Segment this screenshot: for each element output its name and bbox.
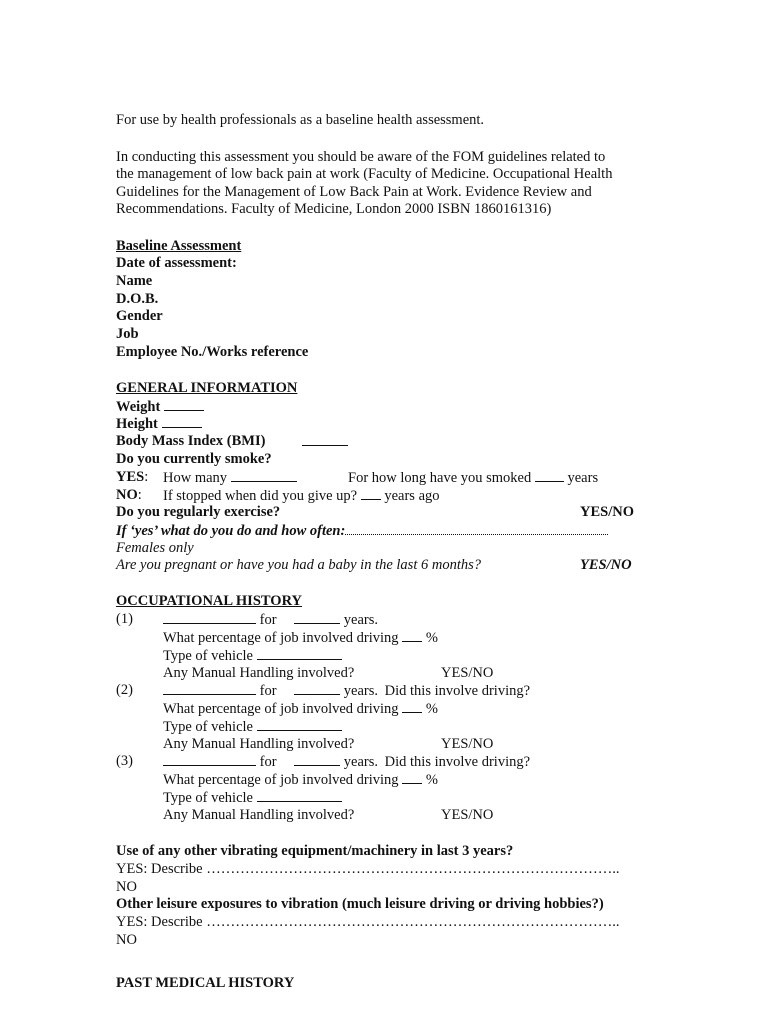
pregnant-question: Are you pregnant or have you had a baby in the last 6 months? — [116, 557, 481, 573]
general-heading: GENERAL INFORMATION — [116, 380, 298, 396]
height-blank[interactable] — [162, 414, 202, 428]
vehicle-label: Type of vehicle — [163, 719, 253, 735]
occ-manual-yes-no[interactable]: YES/NO — [441, 665, 494, 681]
vehicle-blank[interactable] — [257, 646, 342, 660]
height-row — [116, 414, 202, 433]
pct-blank[interactable] — [402, 770, 422, 784]
field-employee-no: Employee No./Works reference — [116, 344, 309, 360]
for-label: for — [259, 612, 277, 628]
yes-label: YES — [116, 469, 145, 485]
smoke-question: Do you currently smoke? — [116, 451, 272, 467]
years-label: years. — [343, 683, 379, 699]
intro-paragraph-line: the management of low back pain at work (Faculty of Medicine. Occupational Health — [116, 166, 613, 182]
years-blank[interactable] — [294, 752, 340, 766]
pct-sign: % — [425, 630, 438, 646]
vehicle-blank[interactable] — [257, 788, 342, 802]
field-name: Name — [116, 273, 153, 289]
years-blank[interactable] — [294, 610, 340, 624]
exercise-yes-no[interactable]: YES/NO — [580, 504, 634, 520]
occ-pct-line — [163, 770, 438, 789]
stopped-label: If stopped when did you give up? — [163, 488, 358, 504]
driving-question: Did this involve driving? — [384, 683, 531, 699]
vehicle-label: Type of vehicle — [163, 648, 253, 664]
field-job: Job — [116, 326, 139, 342]
job-blank[interactable] — [163, 681, 256, 695]
vibration-yes-describe[interactable]: YES: Describe ………………………………………………………………………….. — [116, 861, 620, 877]
leisure-no[interactable]: NO — [116, 932, 137, 948]
pct-blank[interactable] — [402, 699, 422, 713]
bmi-label: Body Mass Index (BMI) — [116, 433, 266, 449]
how-many-blank[interactable] — [231, 468, 297, 482]
if-yes-row — [116, 521, 608, 540]
vibration-question: Use of any other vibrating equipment/machinery in last 3 years? — [116, 843, 514, 859]
how-long-label: For how long have you smoked — [348, 470, 532, 486]
field-dob: D.O.B. — [116, 291, 159, 307]
occ-entry-num: (1) — [116, 611, 133, 627]
pct-sign: % — [425, 701, 438, 717]
no-label: NO — [116, 487, 138, 503]
height-label: Height — [116, 416, 158, 432]
smoke-yes-row — [116, 468, 148, 486]
job-blank[interactable] — [163, 752, 256, 766]
exercise-question: Do you regularly exercise? — [116, 504, 281, 520]
if-yes-label: If ‘yes’ what do you do and how often: — [116, 523, 346, 539]
intro-paragraph-line: In conducting this assessment you should be aware of the FOM guidelines related to — [116, 149, 606, 165]
leisure-vibration-question: Other leisure exposures to vibration (much leisure driving or driving hobbies?) — [116, 896, 604, 912]
weight-blank[interactable] — [164, 397, 204, 411]
pct-label: What percentage of job involved driving — [163, 630, 399, 646]
occupational-heading: OCCUPATIONAL HISTORY — [116, 593, 303, 609]
how-many-label: How many — [163, 470, 228, 486]
if-yes-dotted-line[interactable] — [345, 521, 608, 535]
for-label: for — [259, 754, 277, 770]
bmi-blank-wrap — [302, 432, 348, 451]
occ-entry-line — [163, 681, 530, 700]
bmi-blank[interactable] — [302, 432, 348, 446]
field-gender: Gender — [116, 308, 163, 324]
pct-blank[interactable] — [402, 628, 422, 642]
occ-manual-label: Any Manual Handling involved? — [163, 736, 355, 752]
colon: : — [137, 487, 142, 503]
occ-manual-yes-no[interactable]: YES/NO — [441, 736, 494, 752]
occ-vehicle-line — [163, 717, 342, 736]
vehicle-label: Type of vehicle — [163, 790, 253, 806]
vibration-no[interactable]: NO — [116, 879, 137, 895]
bmi-row — [116, 432, 265, 450]
vehicle-blank[interactable] — [257, 717, 342, 731]
smoke-no-row — [116, 486, 142, 504]
pct-sign: % — [425, 772, 438, 788]
pregnant-yes-no[interactable]: YES/NO — [580, 557, 632, 573]
weight-label: Weight — [116, 399, 161, 415]
occ-manual-yes-no[interactable]: YES/NO — [441, 807, 494, 823]
occ-vehicle-line — [163, 646, 342, 665]
intro-line: For use by health professionals as a baseline health assessment. — [116, 112, 485, 128]
years-label: years. — [343, 612, 379, 628]
how-long-row — [348, 468, 598, 487]
how-many-row — [163, 468, 297, 487]
occ-entry-num: (2) — [116, 682, 133, 698]
occ-entry-line — [163, 752, 530, 771]
stopped-blank[interactable] — [361, 486, 381, 500]
occ-vehicle-line — [163, 788, 342, 807]
for-label: for — [259, 683, 277, 699]
years-blank[interactable] — [294, 681, 340, 695]
years-ago-label: years ago — [384, 488, 440, 504]
occ-pct-line — [163, 699, 438, 718]
occ-manual-label: Any Manual Handling involved? — [163, 807, 355, 823]
how-long-blank[interactable] — [535, 468, 564, 482]
baseline-heading: Baseline Assessment — [116, 238, 242, 254]
intro-paragraph-line: Guidelines for the Management of Low Back Pain at Work. Evidence Review and — [116, 184, 592, 200]
driving-question: Did this involve driving? — [384, 754, 531, 770]
years-label: years — [567, 470, 599, 486]
job-blank[interactable] — [163, 610, 256, 624]
pct-label: What percentage of job involved driving — [163, 701, 399, 717]
colon: : — [144, 469, 149, 485]
occ-pct-line — [163, 628, 438, 647]
females-only: Females only — [116, 540, 194, 556]
occ-entry-num: (3) — [116, 753, 133, 769]
pct-label: What percentage of job involved driving — [163, 772, 399, 788]
leisure-yes-describe[interactable]: YES: Describe ………………………………………………………………………….. — [116, 914, 620, 930]
field-date-of-assessment: Date of assessment: — [116, 255, 237, 271]
occ-entry-line — [163, 610, 378, 629]
years-label: years. — [343, 754, 379, 770]
intro-paragraph-line: Recommendations. Faculty of Medicine, London 2000 ISBN 1860161316) — [116, 201, 552, 217]
occ-manual-label: Any Manual Handling involved? — [163, 665, 355, 681]
past-medical-heading: PAST MEDICAL HISTORY — [116, 975, 295, 991]
